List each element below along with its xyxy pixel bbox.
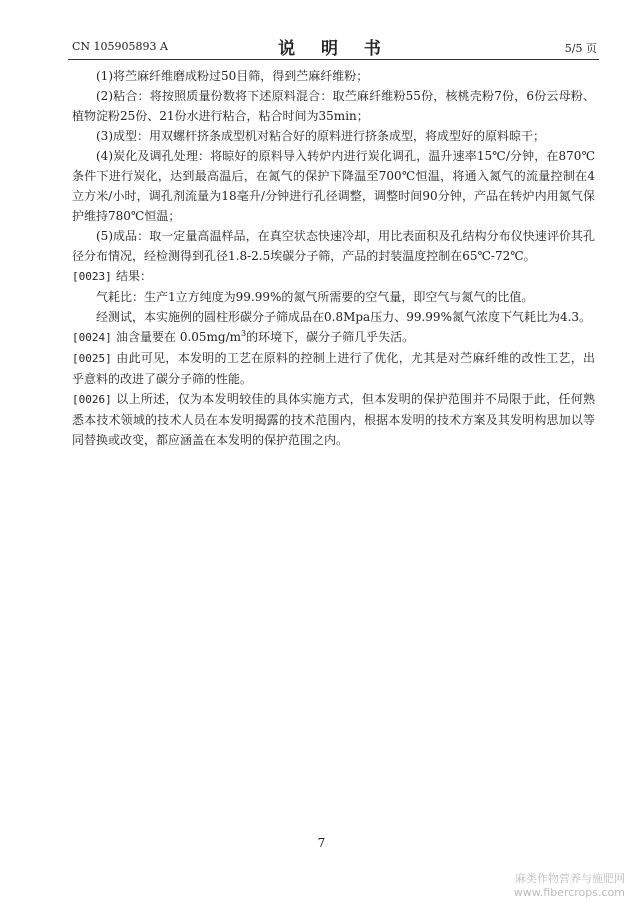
page-header	[72, 34, 597, 58]
paragraph-number: [0023]	[72, 270, 112, 283]
step-5: (5)成品：取一定量高温样品，在真空状态快速冷却，用比表面积及孔结构分布仪快速评价其孔径分布情况，经检测得到孔径1.8-2.5埃碳分子筛，产品的封装温度控制在65℃-72℃。	[72, 229, 595, 263]
page-indicator: 5/5 页	[564, 42, 597, 55]
watermark-line-2: www.fibercrops.com	[513, 886, 625, 899]
paragraph-0025	[72, 348, 595, 389]
paragraph-text: 由此可见，本发明的工艺在原料的控制上进行了优化，尤其是对苎麻纤维的改性工艺，出乎意料的改进了碳分子筛的性能。	[72, 351, 595, 386]
paragraph-0024	[72, 327, 595, 348]
paragraph-text: 结果：	[116, 269, 153, 283]
step-2: (2)粘合：将按照质量份数将下述原料混合：取苎麻纤维粉55份，核桃壳粉7份，6份云母粉、植物淀粉25份、21份水进行粘合，粘合时间为35min；	[72, 89, 595, 123]
step-1: (1)将苎麻纤维磨成粉过50目筛，得到苎麻纤维粉；	[96, 69, 369, 83]
header-rule	[68, 59, 599, 60]
paragraph-text: 以上所述，仅为本发明较佳的具体实施方式，但本发明的保护范围并不局限于此，任何熟悉本技术领域的技术人员在本发明揭露的技术范围内，根据本发明的技术方案及其发明构思加以等同替换或改变，都应涵盖在本发明的保护范围之内。	[72, 392, 595, 447]
watermark	[514, 872, 625, 900]
patent-number: CN 105905893 A	[72, 40, 168, 53]
paragraph-text: 油含量要在 0.05mg/m	[116, 330, 242, 344]
test-result: 经测试，本实施例的圆柱形碳分子筛成品在0.8Mpa压力、99.99%氮气浓度下气耗比为4.3。	[96, 310, 592, 324]
step-4: (4)炭化及调孔处理：将晾好的原料导入转炉内进行炭化调孔，温升速率15℃/分钟，在870℃条件下进行炭化，达到最高温后，在氮气的保护下降温至700℃恒温，将通入氮气的流量控制在4立方米/小时，调孔剂流量为18毫升/分钟进行孔径调整，调整时间90分钟，产品在转炉内用氮气保护维持780℃恒温；	[72, 149, 595, 223]
paragraph-number: [0025]	[72, 352, 112, 365]
paragraph-0023	[72, 266, 595, 287]
superscript: 3	[241, 329, 247, 338]
paragraph-number: [0026]	[72, 393, 112, 406]
paragraph-text-cont: 的环境下，碳分子筛几乎失活。	[246, 330, 415, 344]
document-title: 说 明 书	[278, 39, 391, 59]
gas-consumption-definition: 气耗比：生产1立方纯度为99.99%的氮气所需要的空气量，即空气与氮气的比值。	[96, 290, 534, 304]
paragraph-number: [0024]	[72, 331, 112, 344]
step-3: (3)成型：用双螺杆挤条成型机对粘合好的原料进行挤条成型，将成型好的原料晾干；	[96, 129, 546, 143]
document-body	[72, 66, 595, 450]
page-number: 7	[317, 836, 326, 850]
watermark-line-1: 麻类作物营养与施肥网	[515, 872, 625, 885]
paragraph-0026	[72, 389, 595, 450]
